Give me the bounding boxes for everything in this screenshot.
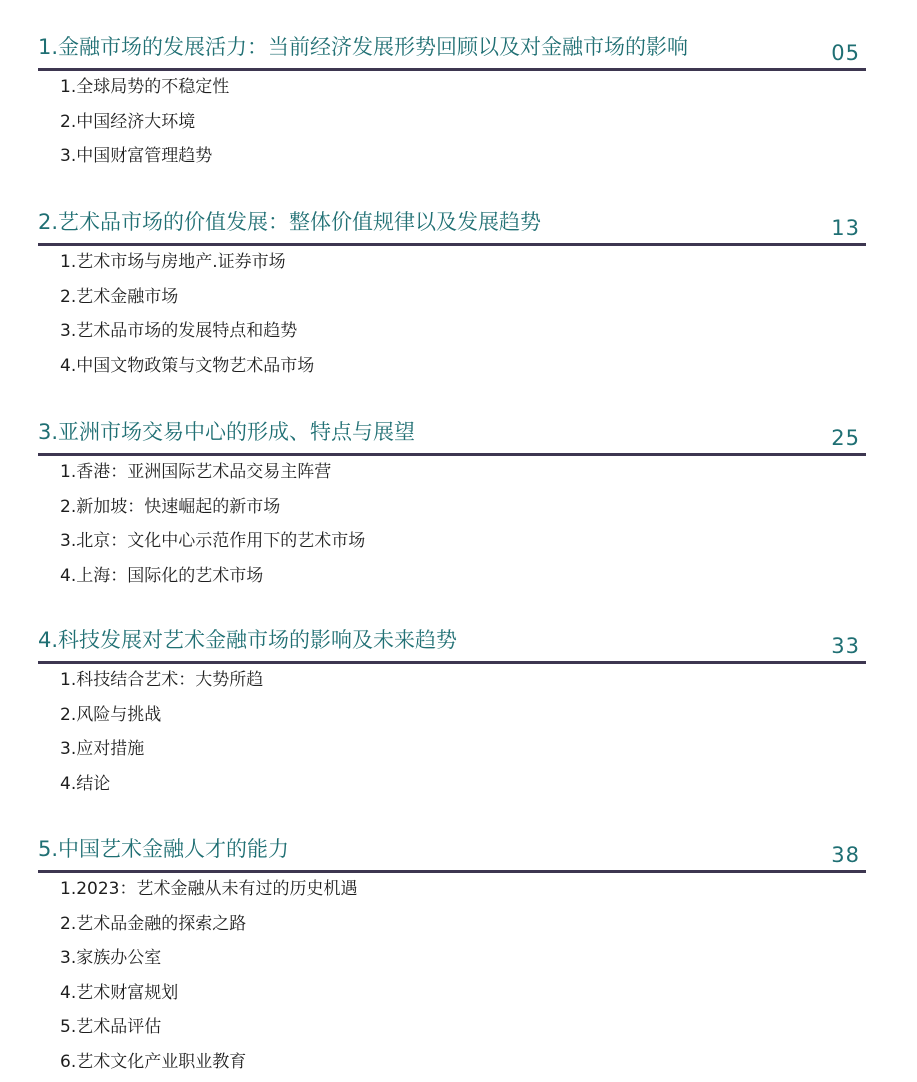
chapter-page-number: 13	[831, 216, 860, 240]
section-list	[38, 874, 866, 1082]
section-list	[38, 72, 866, 176]
section-item[interactable]: 1.全球局势的不稳定性	[60, 77, 230, 97]
section-item[interactable]: 2.中国经济大环境	[60, 111, 196, 132]
section-item[interactable]: 1.2023：艺术金融从未有过的历史机遇	[60, 879, 358, 899]
chapter-header	[38, 207, 866, 246]
section-item[interactable]: 2.艺术金融市场	[60, 286, 179, 307]
section-item[interactable]: 2.艺术品金融的探索之路	[60, 913, 247, 934]
chapter-title[interactable]: 3.亚洲市场交易中心的形成、特点与展望	[38, 420, 416, 444]
section-item[interactable]: 1.香港：亚洲国际艺术品交易主阵营	[60, 462, 332, 482]
section-item[interactable]: 3.应对措施	[60, 739, 145, 760]
chapter-2	[38, 207, 866, 385]
section-item[interactable]: 1.科技结合艺术：大势所趋	[60, 670, 264, 690]
section-item[interactable]: 1.艺术市场与房地产.证券市场	[60, 252, 286, 272]
section-item[interactable]: 3.艺术品市场的发展特点和趋势	[60, 321, 298, 342]
section-item[interactable]: 3.中国财富管理趋势	[60, 146, 213, 167]
chapter-page-number: 33	[831, 634, 860, 658]
section-item[interactable]: 3.家族办公室	[60, 948, 162, 969]
section-item[interactable]: 4.艺术财富规划	[60, 982, 179, 1003]
chapter-header	[38, 834, 866, 873]
chapter-1	[38, 32, 866, 176]
section-list	[38, 247, 866, 385]
chapter-header	[38, 625, 866, 664]
section-item[interactable]: 6.艺术文化产业职业教育	[60, 1051, 247, 1072]
section-list	[38, 665, 866, 803]
section-item[interactable]: 3.北京：文化中心示范作用下的艺术市场	[60, 531, 366, 552]
chapter-header	[38, 32, 866, 71]
chapter-page-number: 05	[831, 41, 860, 65]
chapter-title[interactable]: 2.艺术品市场的价值发展：整体价值规律以及发展趋势	[38, 210, 542, 234]
section-item[interactable]: 2.风险与挑战	[60, 704, 162, 725]
section-item[interactable]: 4.中国文物政策与文物艺术品市场	[60, 355, 315, 376]
chapter-title[interactable]: 5.中国艺术金融人才的能力	[38, 837, 290, 861]
section-item[interactable]: 2.新加坡：快速崛起的新市场	[60, 496, 281, 517]
chapter-title[interactable]: 4.科技发展对艺术金融市场的影响及未来趋势	[38, 628, 458, 652]
chapter-title[interactable]: 1.金融市场的发展活力：当前经济发展形势回顾以及对金融市场的影响	[38, 35, 689, 59]
chapter-header	[38, 417, 866, 456]
section-item[interactable]: 5.艺术品评估	[60, 1017, 162, 1038]
chapter-3	[38, 417, 866, 595]
section-item[interactable]: 4.上海：国际化的艺术市场	[60, 565, 264, 586]
chapter-page-number: 38	[831, 843, 860, 867]
section-list	[38, 457, 866, 595]
chapter-5	[38, 834, 866, 1082]
chapter-4	[38, 625, 866, 803]
chapter-page-number: 25	[831, 426, 860, 450]
section-item[interactable]: 4.结论	[60, 773, 111, 794]
